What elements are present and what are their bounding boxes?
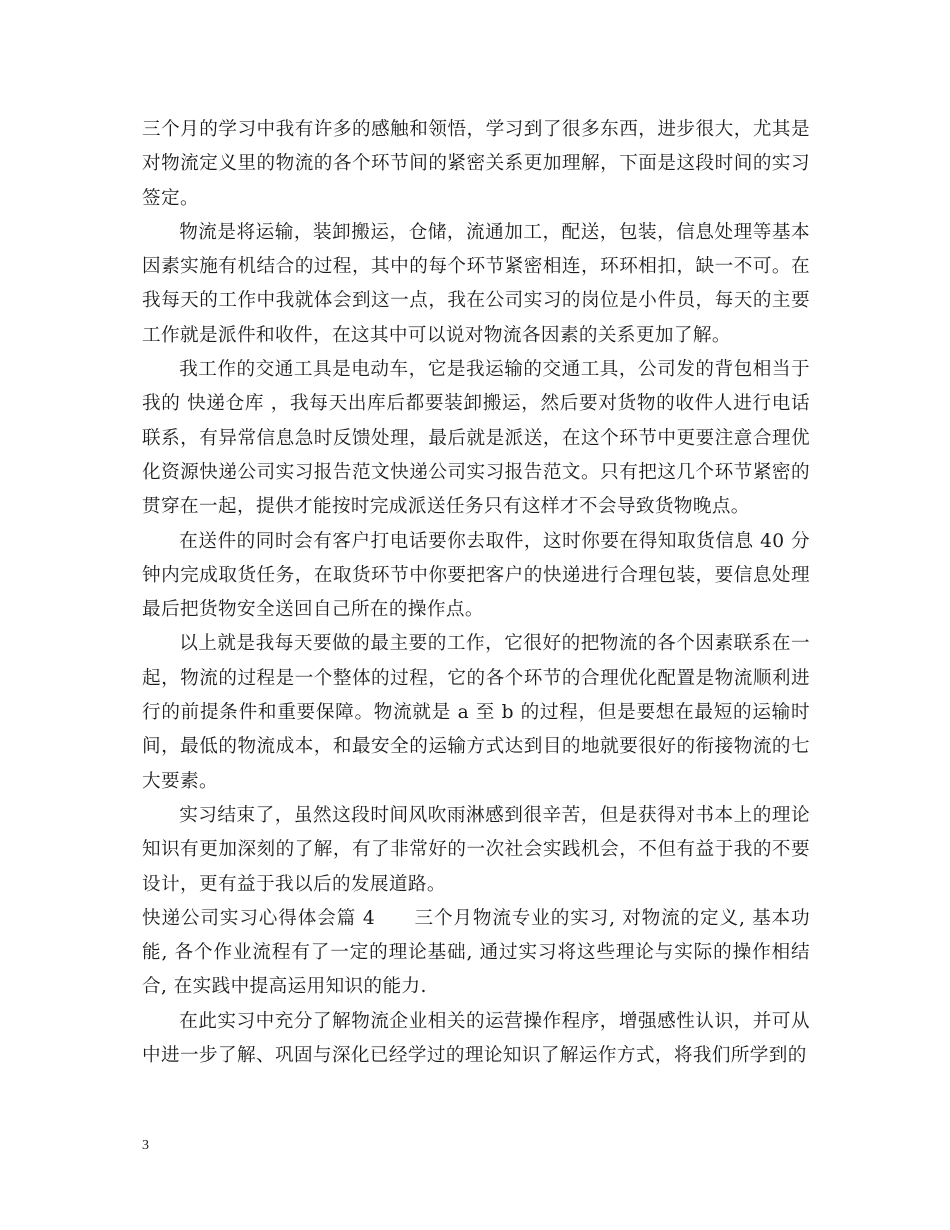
document-body [142,113,810,1073]
paragraph-8: 在此实习中充分了解物流企业相关的运营操作程序，增强感性认识，并可从中进一步了解、巩固与深化已经学过的理论知识了解运作方式，将我们所学到的 [142,1010,810,1067]
page-number: 3 [142,1138,149,1153]
paragraph-6: 实习结束了，虽然这段时间风吹雨淋感到很辛苦，但是获得对书本上的理论知识有更加深刻的了解，有了非常好的一次社会实践机会，不但有益于我的不要设计，更有益于我以后的发展道路。 [142,804,810,895]
paragraph-5: 以上就是我每天要做的最主要的工作，它很好的把物流的各个因素联系在一起，物流的过程是一个整体的过程，它的各个环节的合理优化配置是物流顺利进行的前提条件和重要保障。物流就是 a 至 b 的过程，但是要想在最短的运输时间，最低的物流成本，和最安全的运输方式达到目的地就要很好的衔接物流的七大要素。 [142,633,810,792]
paragraph-4: 在送件的同时会有客户打电话要你去取件，这时你要在得知取货信息 40 分钟内完成取货任务，在取货环节中你要把客户的快递进行合理包装，要信息处理最后把货物安全送回自己所在的操作点。 [142,530,810,621]
paragraph-2: 物流是将运输，装卸搬运，仓储，流通加工，配送，包装，信息处理等基本因素实施有机结合的过程，其中的每个环节紧密相连，环环相扣，缺一不可。在我每天的工作中我就体会到这一点，我在公司实习的岗位是小件员，每天的主要工作就是派件和收件，在这其中可以说对物流各因素的关系更加了解。 [142,221,810,346]
paragraph-7-section-heading: 快递公司实习心得体会篇 4 三个月物流专业的实习, 对物流的定义, 基本功能, 各个作业流程有了一定的理论基础, 通过实习将这些理论与实际的操作相结合, 在实践中提高运用知识的能力. [142,907,810,998]
paragraph-3: 我工作的交通工具是电动车，它是我运输的交通工具，公司发的背包相当于我的 快递仓库 ，我每天出库后都要装卸搬运，然后要对货物的收件人进行电话联系，有异常信息急时反馈处理，最后就是派送，在这个环节中更要注意合理优化资源快递公司实习报告范文快递公司实习报告范文。只有把这几个环节紧密的贯穿在一起，提供才能按时完成派送任务只有这样才不会导致货物晚点。 [142,359,810,518]
paragraph-1: 三个月的学习中我有许多的感触和领悟，学习到了很多东西，进步很大，尤其是对物流定义里的物流的各个环节间的紧密关系更加理解，下面是这段时间的实习签定。 [142,119,810,209]
